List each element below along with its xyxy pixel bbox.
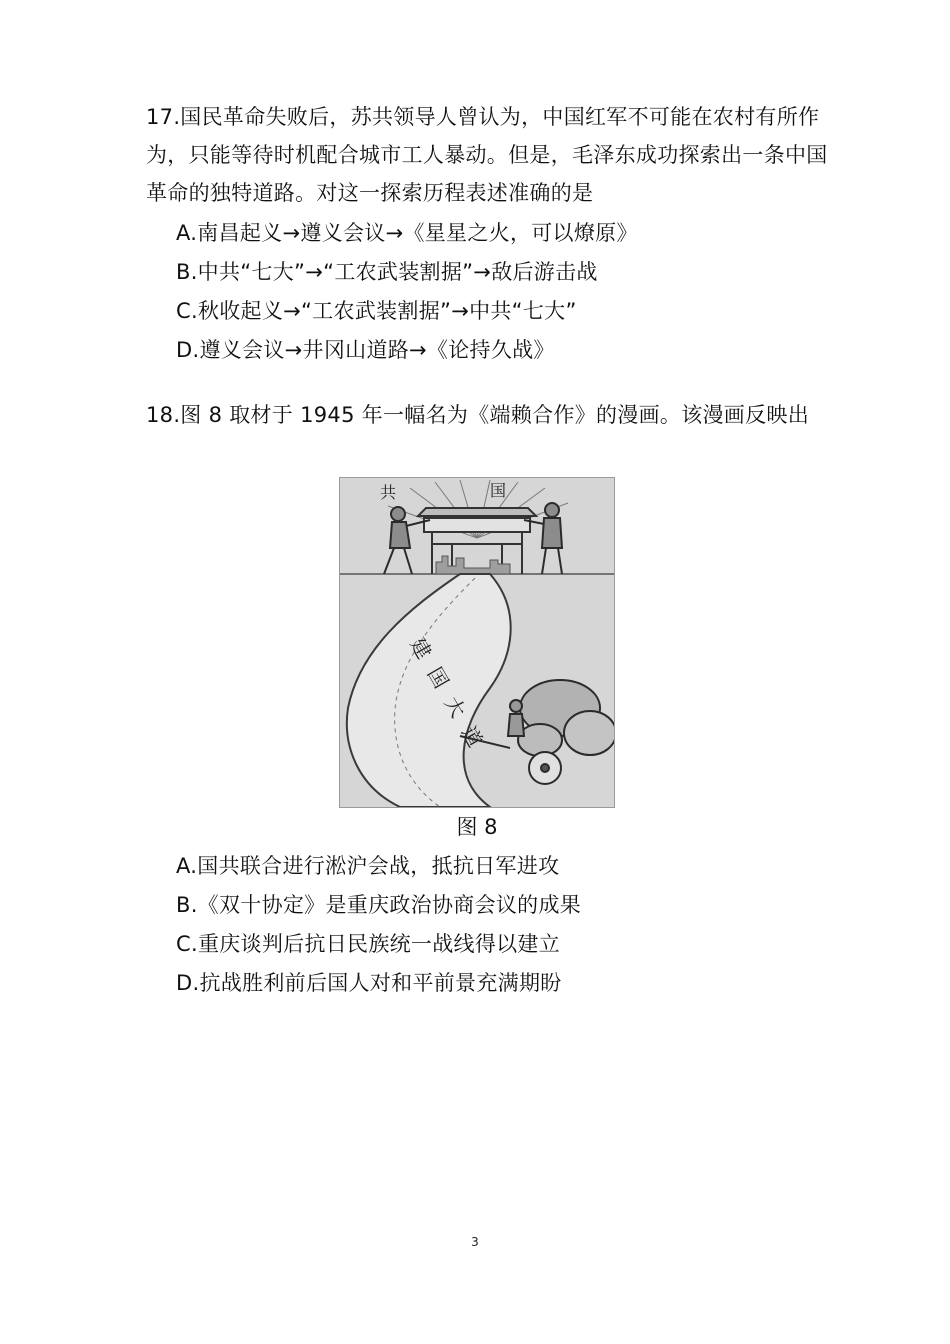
right-figure-label: 国 — [490, 481, 507, 500]
road-text-label: 建国大道 — [405, 633, 495, 764]
question-17-option-c: C.秋收起义→“工农武装割据”→中共“七大” — [176, 299, 577, 323]
figure-caption: 图 8 — [456, 815, 498, 839]
question-18-option-c: C.重庆谈判后抗日民族统一战线得以建立 — [176, 932, 561, 956]
question-18-option-b: B.《双十协定》是重庆政治协商会议的成果 — [176, 893, 582, 917]
question-17-option-d: D.遵义会议→井冈山道路→《论持久战》 — [176, 338, 555, 362]
cartoon-figure-8 — [339, 477, 615, 808]
question-17-option-b: B.中共“七大”→“工农武装割据”→敌后游击战 — [176, 260, 598, 284]
cartoon-illustration — [340, 478, 614, 807]
question-18-option-a: A.国共联合进行淞沪会战，抵抗日军进攻 — [176, 854, 560, 878]
page-number: 3 — [471, 1235, 479, 1249]
question-18-option-d: D.抗战胜利前后国人对和平前景充满期盼 — [176, 971, 562, 995]
question-17-option-a: A.南昌起义→遵义会议→《星星之火，可以燎原》 — [176, 221, 638, 245]
question-18-stem: 18.图 8 取材于 1945 年一幅名为《端赖合作》的漫画。该漫画反映出 — [146, 403, 809, 427]
cart-puller — [508, 700, 524, 736]
question-17-stem: 17.国民革命失败后，苏共领导人曾认为，中国红军不可能在农村有所作为，只能等待时机配合城市工人暴动。但是，毛泽东成功探索出一条中国革命的独特道路。对这一探索历程表述准确的是 — [146, 105, 828, 205]
left-figure-label: 共 — [380, 483, 397, 502]
